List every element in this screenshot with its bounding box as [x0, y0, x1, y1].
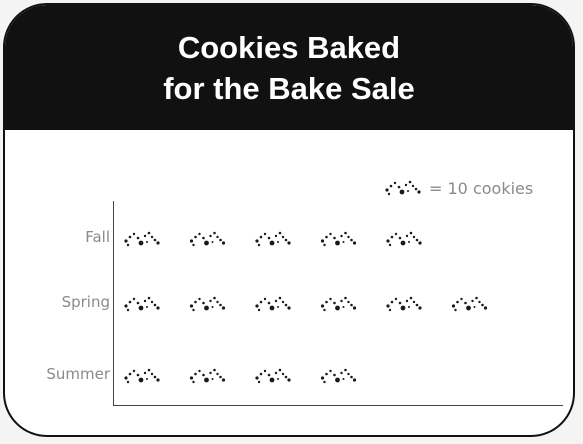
- row-label-summer: Summer: [46, 365, 110, 383]
- cookie-icon-spring-3: [255, 297, 290, 311]
- cookie-icon-summer-1: [124, 369, 159, 383]
- cookie-icon-fall-4: [321, 232, 356, 247]
- cookie-icon-spring-4: [321, 297, 356, 311]
- cookie-icon-spring-5: [386, 297, 421, 311]
- cookie-icon-summer-3: [255, 369, 290, 383]
- row-label-fall: Fall: [85, 228, 110, 246]
- cookie-icon-spring-1: [124, 297, 159, 311]
- cookie-icon-fall-1: [124, 232, 159, 247]
- cookie-icon-spring-6: [452, 297, 487, 311]
- chart-title-line-1: Cookies Baked: [177, 29, 401, 65]
- cookie-icon-fall-3: [255, 232, 290, 247]
- legend-text: = 10 cookies: [429, 178, 534, 198]
- cookie-icon-summer-2: [190, 369, 225, 383]
- cookie-icon-fall-5: [386, 232, 421, 247]
- cookie-icon-fall-2: [190, 232, 225, 247]
- row-label-spring: Spring: [61, 293, 110, 311]
- cookie-icon-spring-2: [190, 297, 225, 311]
- cookie-icon-summer-4: [321, 369, 356, 383]
- chart-title-line-2: for the Bake Sale: [163, 70, 415, 106]
